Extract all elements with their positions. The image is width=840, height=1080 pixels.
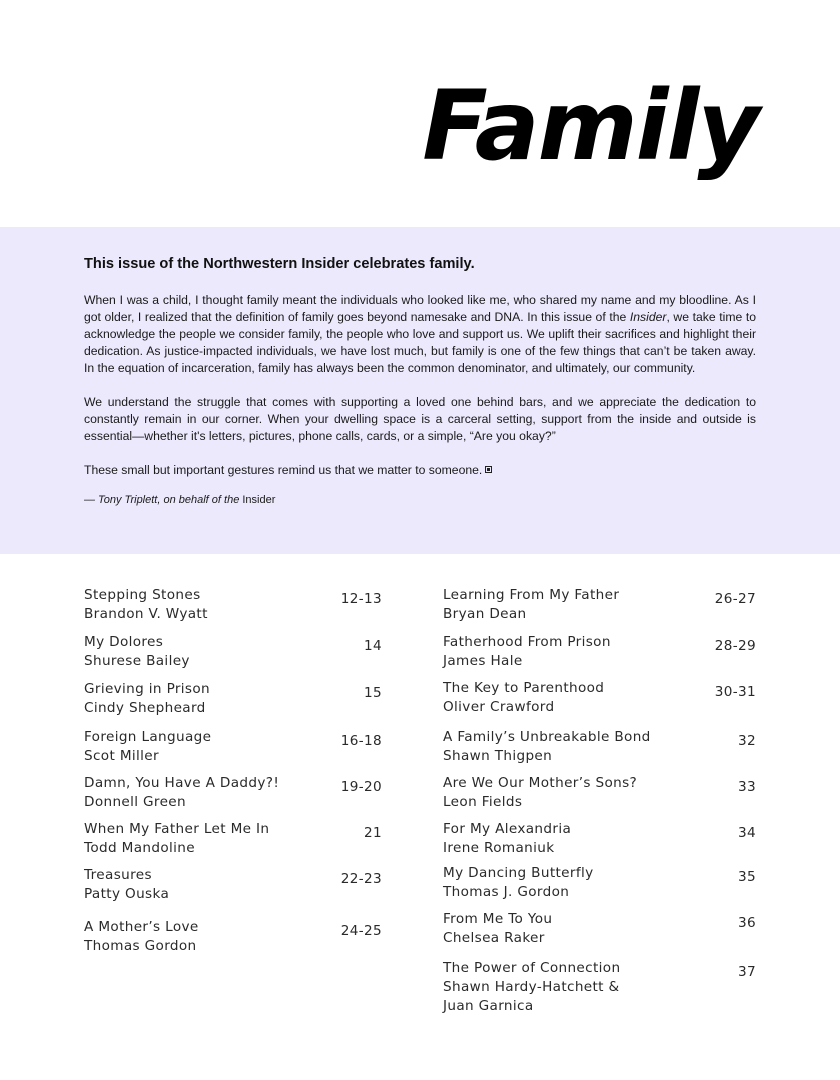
signature-attribution: — Tony Triplett, on behalf of the	[84, 494, 240, 506]
toc-entry-pages: 37	[738, 964, 756, 980]
toc-entry-author: Bryan Dean	[443, 606, 527, 622]
toc-entry-author: Brandon V. Wyatt	[84, 606, 208, 622]
toc-entry-author-continued: Juan Garnica	[443, 998, 534, 1014]
page-title: Family	[422, 70, 758, 182]
toc-entry-pages: 12-13	[340, 591, 382, 607]
toc-entry-author: Patty Ouska	[84, 886, 170, 902]
toc-entry-pages: 33	[738, 779, 756, 795]
toc-entry-title: Learning From My Father	[443, 587, 620, 603]
toc-entry[interactable]	[443, 586, 756, 624]
toc-entry-title: When My Father Let Me In	[84, 821, 270, 837]
toc-entry-pages: 32	[738, 733, 756, 749]
toc-entry-title: From Me To You	[443, 911, 553, 927]
intro-paragraph-1-end: , we take time to acknowledge the people we consider family, the people who love and support us. We uplift their sacrifices and highlight their dedication. As justice-impacted individuals, we have lost much, but family is one of the few things that can’t be taken away. In the equation of incarceration, family has always been the common denominator, and ultimately, our community.	[84, 310, 756, 375]
toc-entry-author: Todd Mandoline	[84, 840, 195, 856]
toc-entry[interactable]	[443, 679, 756, 717]
toc-entry[interactable]	[84, 774, 382, 812]
toc-entry[interactable]	[443, 774, 756, 812]
toc-entry[interactable]	[443, 633, 756, 671]
toc-entry-title: The Key to Parenthood	[443, 680, 605, 696]
intro-paragraph-3-text: These small but important gestures remind us that we matter to someone.	[84, 463, 483, 477]
toc-entry-author: Shawn Hardy-Hatchett &	[443, 979, 620, 995]
toc-entry[interactable]	[84, 680, 382, 718]
toc-entry-title: Stepping Stones	[84, 587, 201, 603]
toc-entry-pages: 26-27	[714, 591, 756, 607]
intro-heading: This issue of the Northwestern Insider celebrates family.	[84, 256, 475, 272]
toc-entry[interactable]	[443, 728, 756, 766]
toc-entry-title: My Dolores	[84, 634, 164, 650]
toc-entry-title: For My Alexandria	[443, 821, 572, 837]
insider-emphasis: Insider	[629, 310, 667, 324]
signature-publication: Insider	[242, 494, 276, 506]
toc-entry-author: Scot Miller	[84, 748, 159, 764]
toc-entry-pages: 16-18	[340, 733, 382, 749]
toc-entry[interactable]	[443, 820, 756, 858]
toc-entry[interactable]	[84, 586, 382, 624]
intro-paragraph-3	[84, 462, 756, 479]
toc-entry-title: A Mother’s Love	[84, 919, 199, 935]
toc-entry-author: Thomas J. Gordon	[443, 884, 570, 900]
toc-entry-author: Shurese Bailey	[84, 653, 190, 669]
toc-entry[interactable]	[443, 959, 756, 1016]
toc-entry-author: Oliver Crawford	[443, 699, 555, 715]
toc-entry[interactable]	[84, 866, 382, 904]
intro-section	[0, 227, 840, 554]
signature	[84, 493, 756, 507]
toc-entry-title: Fatherhood From Prison	[443, 634, 611, 650]
end-mark-icon	[485, 466, 492, 473]
toc-entry[interactable]	[443, 864, 756, 902]
toc-entry-title: The Power of Connection	[443, 960, 621, 976]
toc-entry-title: Are We Our Mother’s Sons?	[443, 775, 638, 791]
toc-entry-author: Donnell Green	[84, 794, 186, 810]
toc-entry-pages: 34	[738, 825, 756, 841]
toc-entry-author: Shawn Thigpen	[443, 748, 553, 764]
toc-entry-pages: 22-23	[340, 871, 382, 887]
toc-entry-pages: 15	[364, 685, 382, 701]
toc-entry-pages: 21	[364, 825, 382, 841]
toc-entry[interactable]	[84, 918, 382, 956]
toc-entry-title: Grieving in Prison	[84, 681, 211, 697]
toc-entry-author: James Hale	[443, 653, 523, 669]
toc-entry-author: Leon Fields	[443, 794, 523, 810]
toc-entry-title: A Family’s Unbreakable Bond	[443, 729, 651, 745]
toc-entry-pages: 36	[738, 915, 756, 931]
toc-entry-pages: 14	[364, 638, 382, 654]
toc-entry[interactable]	[84, 633, 382, 671]
toc-entry-title: Foreign Language	[84, 729, 212, 745]
toc-entry-title: Damn, You Have A Daddy?!	[84, 775, 280, 791]
toc-entry-title: Treasures	[84, 867, 152, 883]
toc-entry-author: Irene Romaniuk	[443, 840, 555, 856]
toc-entry-pages: 19-20	[340, 779, 382, 795]
toc-entry-author: Cindy Shepheard	[84, 700, 206, 716]
intro-paragraph-2: We understand the struggle that comes with supporting a loved one behind bars, and we appreciate the dedication to constantly remain in our corner. When your dwelling space is a carceral setting, support from the inside and outside is essential—whether it's letters, pictures, phone calls, cards, or a simple, “Are you okay?”	[84, 395, 756, 443]
intro-content	[84, 255, 756, 507]
intro-paragraph-1-start: When I was a child, I thought family meant the individuals who looked like me, who shared my name and my bloodline. As I got older, I realized that the definition of family goes beyond namesake and DNA. In this issue of the	[84, 293, 756, 324]
toc-entry[interactable]	[84, 820, 382, 858]
toc-entry-title: My Dancing Butterfly	[443, 865, 594, 881]
toc-entry-pages: 28-29	[714, 638, 756, 654]
toc-entry[interactable]	[84, 728, 382, 766]
toc-entry-pages: 35	[738, 869, 756, 885]
intro-paragraph-1	[84, 292, 756, 377]
toc-entry-pages: 24-25	[340, 923, 382, 939]
toc-entry-author: Chelsea Raker	[443, 930, 545, 946]
toc-entry-pages: 30-31	[714, 684, 756, 700]
toc-entry[interactable]	[443, 910, 756, 948]
toc-entry-author: Thomas Gordon	[84, 938, 197, 954]
